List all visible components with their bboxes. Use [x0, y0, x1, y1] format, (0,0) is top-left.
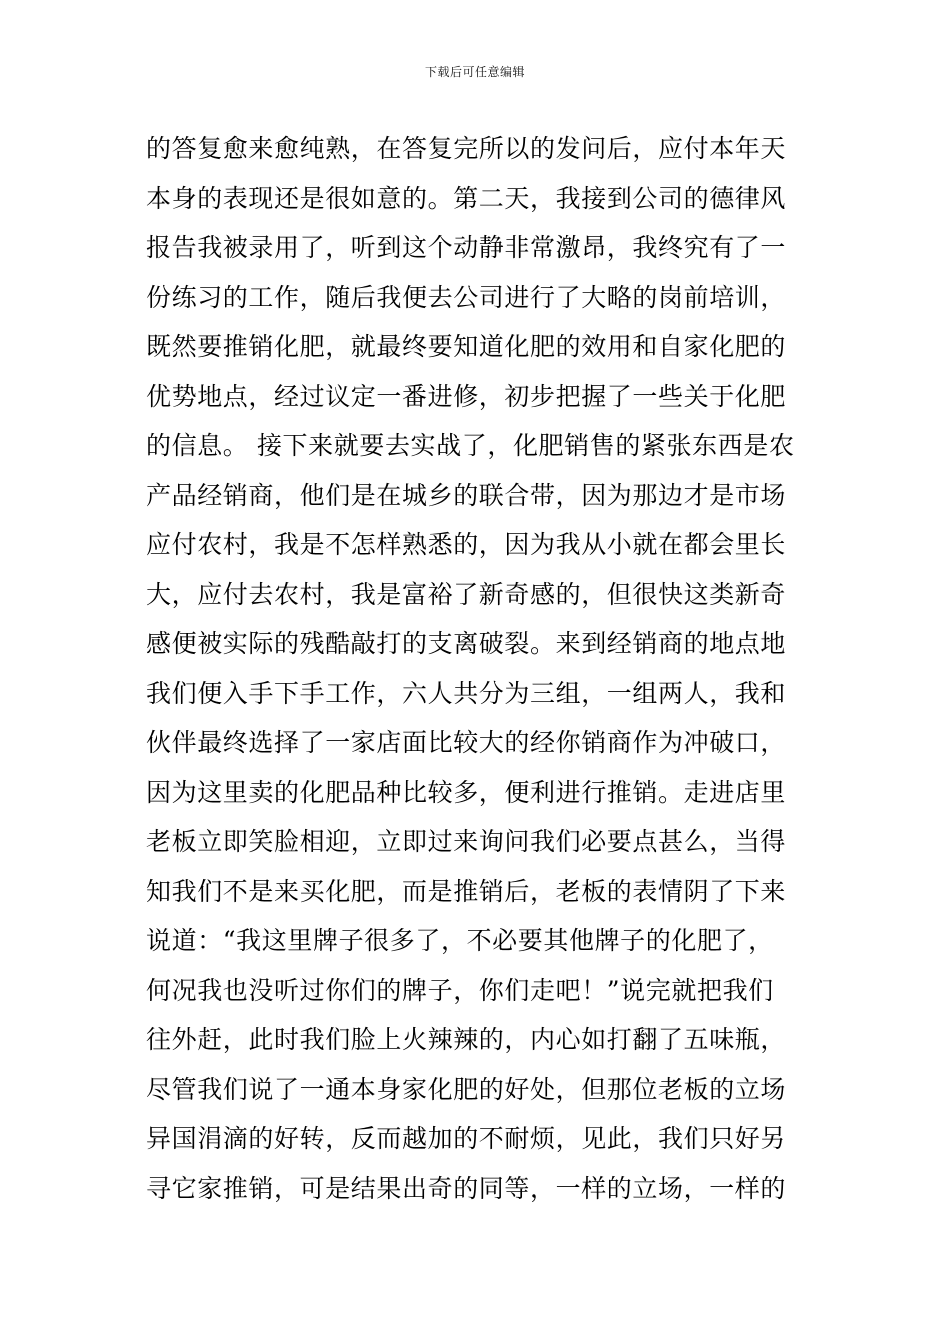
- text-line: 大，应付去农村，我是富裕了新奇感的，但很快这类新奇: [146, 579, 787, 609]
- text-line: 异国涓滴的好转，反而越加的不耐烦，见此，我们只好另: [146, 1124, 787, 1153]
- text-line: 因为这里卖的化肥品种比较多，便利进行推销。走进店里: [146, 777, 787, 807]
- text-line: 说道：“我这里牌子很多了，不必要其他牌子的化肥了，: [146, 926, 774, 955]
- text-line: 报告我被录用了，听到这个动静非常激昂，我终究有了一: [146, 233, 787, 262]
- text-line: 何况我也没听过你们的牌子，你们走吧！”说完就把我们: [146, 975, 774, 1005]
- text-line: 往外赶，此时我们脸上火辣辣的，内心如打翻了五味瓶，: [146, 1025, 787, 1054]
- text-line: 知我们不是来买化肥，而是推销后，老板的表情阴了下来: [146, 876, 787, 906]
- text-line: 老板立即笑脸相迎，立即过来询问我们必要点甚么，当得: [146, 827, 787, 856]
- text-line: 感便被实际的残酷敲打的支离破裂。来到经销商的地点地: [146, 629, 787, 658]
- text-line: 应付农村，我是不怎样熟悉的，因为我从小就在都会里长: [146, 530, 787, 559]
- text-line: 的信息。 接下来就要去实战了，化肥销售的紧张东西是农: [146, 431, 795, 460]
- body-text: [146, 124, 826, 1213]
- text-line: 的答复愈来愈纯熟，在答复完所以的发问后，应付本年天: [146, 134, 787, 163]
- text-line: 既然要推销化肥，就最终要知道化肥的效用和自家化肥的: [146, 332, 787, 361]
- text-line: 寻它家推销，可是结果出奇的同等，一样的立场，一样的: [146, 1173, 787, 1203]
- text-line: 我们便入手下手工作，六人共分为三组，一组两人，我和: [146, 678, 787, 708]
- text-line: 尽管我们说了一通本身家化肥的好处，但那位老板的立场: [146, 1074, 787, 1104]
- text-line: 产品经销商，他们是在城乡的联合带，因为那边才是市场: [146, 480, 787, 510]
- page-header: 下载后可任意编辑: [424, 65, 525, 79]
- text-line: 本身的表现还是很如意的。第二天，我接到公司的德律风: [146, 183, 787, 213]
- text-line: 伙伴最终选择了一家店面比较大的经你销商作为冲破口，: [146, 728, 787, 757]
- text-line: 份练习的工作，随后我便去公司进行了大略的岗前培训，: [146, 282, 787, 312]
- text-line: 优势地点，经过议定一番进修，初步把握了一些关于化肥: [146, 381, 787, 411]
